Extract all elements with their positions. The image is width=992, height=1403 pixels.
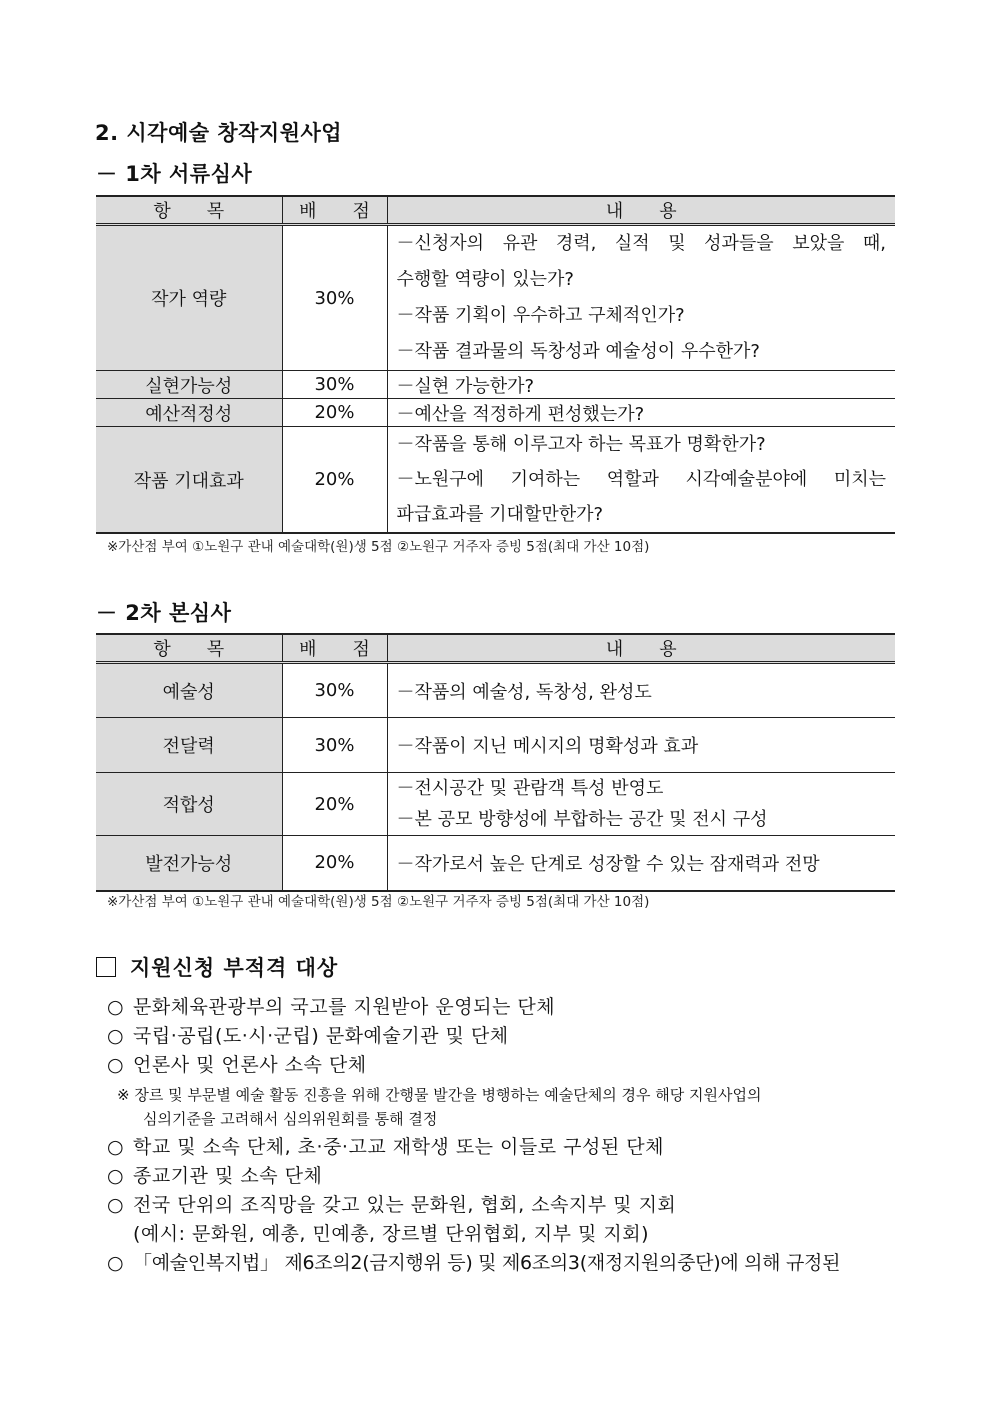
row-item: 적합성 bbox=[96, 773, 282, 836]
content-line: －작품 기획이 우수하고 구체적인가? bbox=[396, 305, 685, 326]
circle-bullet-icon: ○ bbox=[107, 1025, 125, 1047]
checkbox-icon bbox=[96, 957, 116, 977]
content-line: 수행할 역량이 있는가? bbox=[396, 269, 574, 290]
circle-bullet-icon: ○ bbox=[107, 1054, 125, 1076]
row-score: 20% bbox=[282, 773, 387, 836]
section-title: 2. 시각예술 창작지원사업 bbox=[95, 121, 343, 145]
row-item: 전달력 bbox=[96, 718, 282, 773]
row-item: 작가 역량 bbox=[96, 225, 282, 371]
round2-header-row bbox=[96, 634, 895, 663]
row-score: 30% bbox=[282, 663, 387, 718]
table-row bbox=[96, 836, 895, 891]
content-line: 파급효과를 기대할만한가? bbox=[396, 504, 604, 525]
row-score: 30% bbox=[282, 371, 387, 399]
row-score: 30% bbox=[282, 225, 387, 371]
row-item: 예술성 bbox=[96, 663, 282, 718]
remark-line-2: 심의기준을 고려해서 심의위원회를 통해 결정 bbox=[143, 1110, 438, 1128]
row-content bbox=[387, 225, 895, 371]
remark-line-1: ※ 장르 및 부문별 예술 활동 진흥을 위해 간행물 발간을 병행하는 예술단체의 경우 해당 지원사업의 bbox=[117, 1086, 762, 1104]
round1-table bbox=[96, 195, 895, 534]
content-line: －본 공모 방향성에 부합하는 공간 및 전시 구성 bbox=[396, 809, 768, 830]
content-line: －작품 결과물의 독창성과 예술성이 우수한가? bbox=[396, 341, 760, 362]
table-row bbox=[96, 225, 895, 371]
row-item: 작품 기대효과 bbox=[96, 427, 282, 534]
circle-bullet-icon: ○ bbox=[107, 1165, 125, 1187]
example-line: (예시: 문화원, 예총, 민예총, 장르별 단위협회, 지부 및 지회) bbox=[133, 1223, 649, 1245]
row-item: 발전가능성 bbox=[96, 836, 282, 891]
row-score: 20% bbox=[282, 399, 387, 427]
table-row bbox=[96, 371, 895, 399]
content-line: －예산을 적정하게 편성했는가? bbox=[396, 403, 645, 425]
list-item: ○ 종교기관 및 소속 단체 bbox=[107, 1165, 323, 1187]
header-item: 항 목 bbox=[96, 634, 282, 663]
row-item: 예산적정성 bbox=[96, 399, 282, 427]
header-score: 배 점 bbox=[282, 196, 387, 225]
content-line: －작품이 지닌 메시지의 명확성과 효과 bbox=[396, 736, 699, 757]
table-row bbox=[96, 663, 895, 718]
content-line: －신청자의 유관 경력, 실적 및 성과들을 보았을 때, bbox=[396, 233, 886, 254]
round1-note: ※가산점 부여 ①노원구 관내 예술대학(원)생 5점 ②노원구 거주자 증빙 5점(최대 가산 10점) bbox=[107, 539, 650, 555]
list-item: ○ 「예술인복지법」 제6조의2(금지행위 등) 및 제6조의3(재정지원의중단)에 의해 규정된 bbox=[107, 1252, 841, 1274]
row-content bbox=[387, 773, 895, 836]
circle-bullet-icon: ○ bbox=[107, 1136, 125, 1158]
header-content: 내 용 bbox=[387, 196, 895, 225]
ineligible-title-row bbox=[96, 952, 338, 982]
list-item: ○ 문화체육관광부의 국고를 지원받아 운영되는 단체 bbox=[107, 996, 556, 1018]
header-content: 내 용 bbox=[387, 634, 895, 663]
round1-heading: － 1차 서류심사 bbox=[96, 162, 253, 186]
circle-bullet-icon: ○ bbox=[107, 1252, 124, 1274]
list-item: ○ 언론사 및 언론사 소속 단체 bbox=[107, 1054, 367, 1076]
circle-bullet-icon: ○ bbox=[107, 1194, 125, 1216]
header-score: 배 점 bbox=[282, 634, 387, 663]
row-score: 20% bbox=[282, 836, 387, 891]
row-content bbox=[387, 718, 895, 773]
list-item: ○ 전국 단위의 조직망을 갖고 있는 문화원, 협회, 소속지부 및 지회 bbox=[107, 1194, 677, 1216]
table-row bbox=[96, 399, 895, 427]
round2-note: ※가산점 부여 ①노원구 관내 예술대학(원)생 5점 ②노원구 거주자 증빙 5점(최대 가산 10점) bbox=[107, 894, 650, 910]
row-item: 실현가능성 bbox=[96, 371, 282, 399]
round1-header-row bbox=[96, 196, 895, 225]
ineligible-title: 지원신청 부적격 대상 bbox=[130, 956, 339, 980]
round2-heading: － 2차 본심사 bbox=[96, 601, 232, 625]
row-content bbox=[387, 663, 895, 718]
table-row bbox=[96, 718, 895, 773]
list-item: ○ 학교 및 소속 단체, 초·중·고교 재학생 또는 이들로 구성된 단체 bbox=[107, 1136, 664, 1158]
table-row bbox=[96, 773, 895, 836]
row-content bbox=[387, 836, 895, 891]
content-line: －작품의 예술성, 독창성, 완성도 bbox=[396, 681, 652, 703]
header-item: 항 목 bbox=[96, 196, 282, 225]
content-line: －작품을 통해 이루고자 하는 목표가 명확한가? bbox=[396, 434, 766, 455]
table-row bbox=[96, 427, 895, 534]
row-score: 30% bbox=[282, 718, 387, 773]
content-line: －전시공간 및 관람객 특성 반영도 bbox=[396, 778, 664, 799]
content-line: －작가로서 높은 단계로 성장할 수 있는 잠재력과 전망 bbox=[396, 853, 820, 875]
row-content bbox=[387, 399, 895, 427]
content-line: －노원구에 기여하는 역할과 시각예술분야에 미치는 bbox=[396, 469, 886, 490]
row-content bbox=[387, 371, 895, 399]
row-content bbox=[387, 427, 895, 534]
row-score: 20% bbox=[282, 427, 387, 534]
circle-bullet-icon: ○ bbox=[107, 996, 125, 1018]
list-item: ○ 국립·공립(도·시·군립) 문화예술기관 및 단체 bbox=[107, 1025, 509, 1047]
content-line: －실현 가능한가? bbox=[396, 375, 535, 397]
round2-table bbox=[96, 633, 895, 892]
